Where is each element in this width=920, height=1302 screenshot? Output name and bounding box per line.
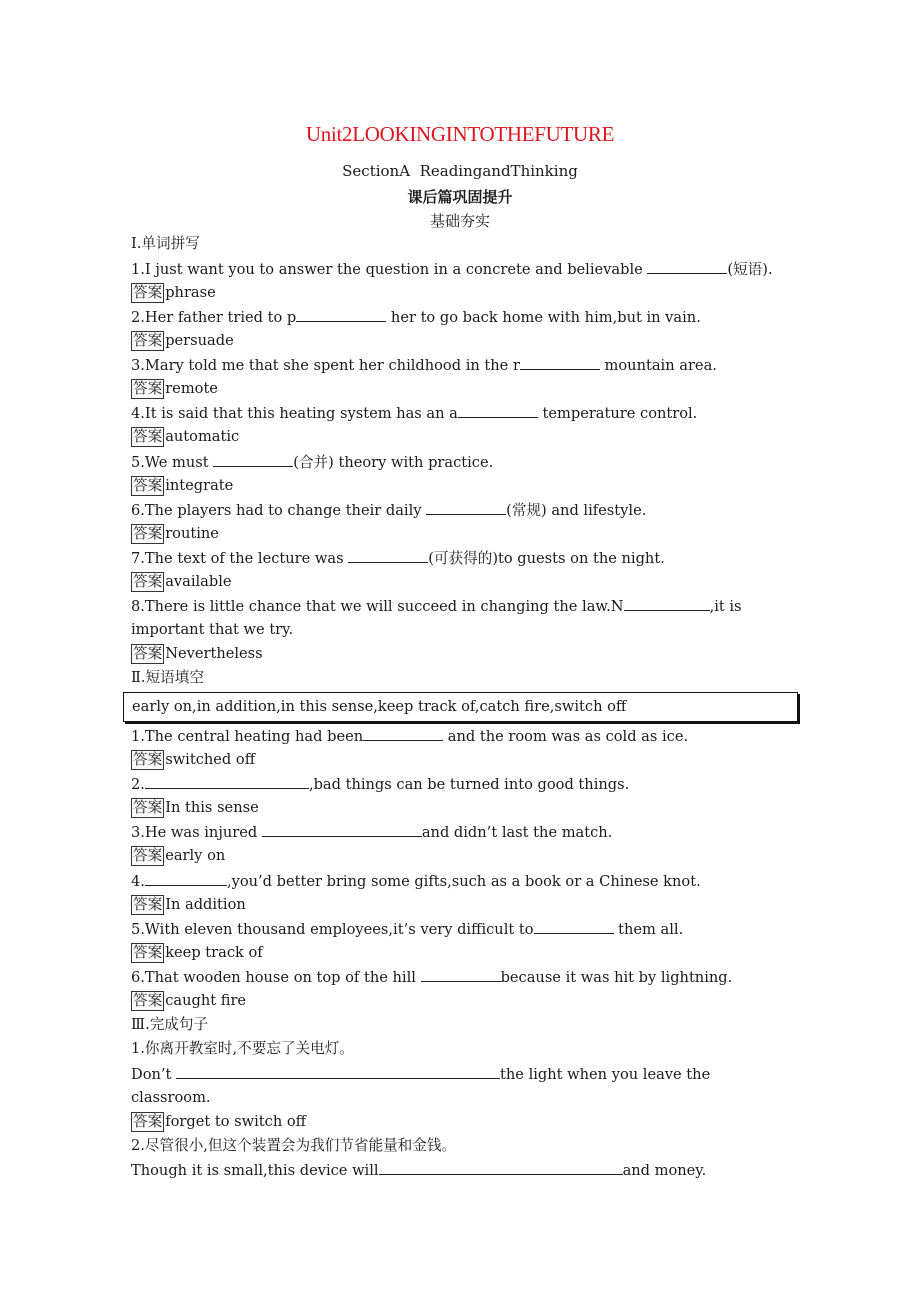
answer-row <box>131 283 801 303</box>
question-7: 7.The text of the lecture was (可获得的)to guests on the night. <box>131 550 665 567</box>
question-1-cont: classroom. <box>131 1089 211 1106</box>
answer-row <box>131 476 801 496</box>
answer-label: 答案 <box>133 477 163 494</box>
question-4: 4.It is said that this heating system has an a temperature control. <box>131 405 698 422</box>
answer-label: 答案 <box>133 847 163 864</box>
answer-text: remote <box>165 380 218 397</box>
answer-label: 答案 <box>133 896 163 913</box>
question-1: 1.The central heating had been and the room was as cold as ice. <box>131 728 689 745</box>
section-text: SectionA ReadingandThinking <box>342 162 578 180</box>
part1-heading: Ⅰ.单词拼写 <box>131 235 200 252</box>
answer-row <box>131 750 801 770</box>
question-2: 2.Her father tried to p her to go back home with him,but in vain. <box>131 309 701 326</box>
answer-text: keep track of <box>165 944 263 961</box>
answer-label: 答案 <box>133 380 163 397</box>
answer-label: 答案 <box>133 799 163 816</box>
part3-heading: Ⅲ.完成句子 <box>131 1016 209 1033</box>
answer-row <box>131 943 801 963</box>
answer-row <box>131 644 801 664</box>
answer-text: persuade <box>165 332 234 349</box>
answer-blank[interactable] <box>379 1160 623 1175</box>
answer-blank[interactable] <box>624 596 710 611</box>
answer-blank[interactable] <box>426 500 506 515</box>
answer-label: 答案 <box>133 645 163 662</box>
answer-blank[interactable] <box>145 774 309 789</box>
answer-row <box>131 895 801 915</box>
chinese-prompt-1: 1.你离开教室时,不要忘了关电灯。 <box>131 1040 354 1057</box>
answer-label: 答案 <box>133 332 163 349</box>
word-bank-box <box>123 692 798 722</box>
subtitle: 课后篇巩固提升 <box>407 188 513 206</box>
question-8-cont: important that we try. <box>131 621 294 638</box>
answer-blank[interactable] <box>458 403 538 418</box>
question-6: 6.The players had to change their daily (常规) and lifestyle. <box>131 502 647 519</box>
answer-text: routine <box>165 525 219 542</box>
question-3: 3.Mary told me that she spent her childhood in the r mountain area. <box>131 357 717 374</box>
answer-blank[interactable] <box>520 355 600 370</box>
answer-text: early on <box>165 847 226 864</box>
question-1: 1.I just want you to answer the question in a concrete and believable (短语). <box>131 261 773 278</box>
part2-heading: Ⅱ.短语填空 <box>131 669 204 686</box>
answer-blank[interactable] <box>647 259 727 274</box>
level-heading: 基础夯实 <box>429 212 490 230</box>
answer-row <box>131 427 801 447</box>
answer-blank[interactable] <box>213 452 293 467</box>
answer-row <box>131 991 801 1011</box>
section-title <box>0 162 920 180</box>
question-2: Though it is small,this device will and money. <box>131 1162 707 1179</box>
answer-text: available <box>165 573 232 590</box>
question-3: 3.He was injured and didn’t last the match. <box>131 824 613 841</box>
answer-text: In addition <box>165 896 246 913</box>
answer-blank[interactable] <box>145 871 227 886</box>
answer-blank[interactable] <box>421 967 501 982</box>
answer-text: caught fire <box>165 992 247 1009</box>
answer-text: forget to switch off <box>165 1113 307 1130</box>
question-2: 2. ,bad things can be turned into good things. <box>131 776 630 793</box>
question-4: 4. ,you’d better bring some gifts,such as a book or a Chinese knot. <box>131 873 701 890</box>
answer-label: 答案 <box>133 573 163 590</box>
answer-blank[interactable] <box>296 307 386 322</box>
question-8: 8.There is little chance that we will succeed in changing the law.N ,it is <box>131 598 742 615</box>
answer-text: switched off <box>165 751 256 768</box>
question-6: 6.That wooden house on top of the hill because it was hit by lightning. <box>131 969 733 986</box>
answer-blank[interactable] <box>176 1064 500 1079</box>
answer-row <box>131 379 801 399</box>
answer-label: 答案 <box>133 1113 163 1130</box>
chinese-prompt-2: 2.尽管很小,但这个装置会为我们节省能量和金钱。 <box>131 1137 457 1154</box>
answer-text: automatic <box>165 428 240 445</box>
word-bank: early on,in addition,in this sense,keep track of,catch fire,switch off <box>132 698 627 715</box>
answer-text: Nevertheless <box>165 645 263 662</box>
answer-label: 答案 <box>133 525 163 542</box>
answer-label: 答案 <box>133 751 163 768</box>
answer-row <box>131 798 801 818</box>
answer-text: integrate <box>165 477 234 494</box>
answer-row <box>131 572 801 592</box>
unit-title: Unit2LOOKINGINTOTHEFUTURE <box>305 122 615 146</box>
answer-text: In this sense <box>165 799 259 816</box>
answer-text: phrase <box>165 284 216 301</box>
answer-blank[interactable] <box>348 548 428 563</box>
question-5: 5.With eleven thousand employees,it’s very difficult to them all. <box>131 921 684 938</box>
answer-blank[interactable] <box>262 822 422 837</box>
answer-row <box>131 1112 801 1132</box>
question-1: Don’t the light when you leave the <box>131 1066 711 1083</box>
question-5: 5.We must (合并) theory with practice. <box>131 454 494 471</box>
answer-row <box>131 524 801 544</box>
answer-label: 答案 <box>133 284 163 301</box>
answer-blank[interactable] <box>534 919 614 934</box>
answer-label: 答案 <box>133 944 163 961</box>
answer-label: 答案 <box>133 428 163 445</box>
answer-row <box>131 331 801 351</box>
answer-blank[interactable] <box>363 726 443 741</box>
answer-row <box>131 846 801 866</box>
answer-label: 答案 <box>133 992 163 1009</box>
